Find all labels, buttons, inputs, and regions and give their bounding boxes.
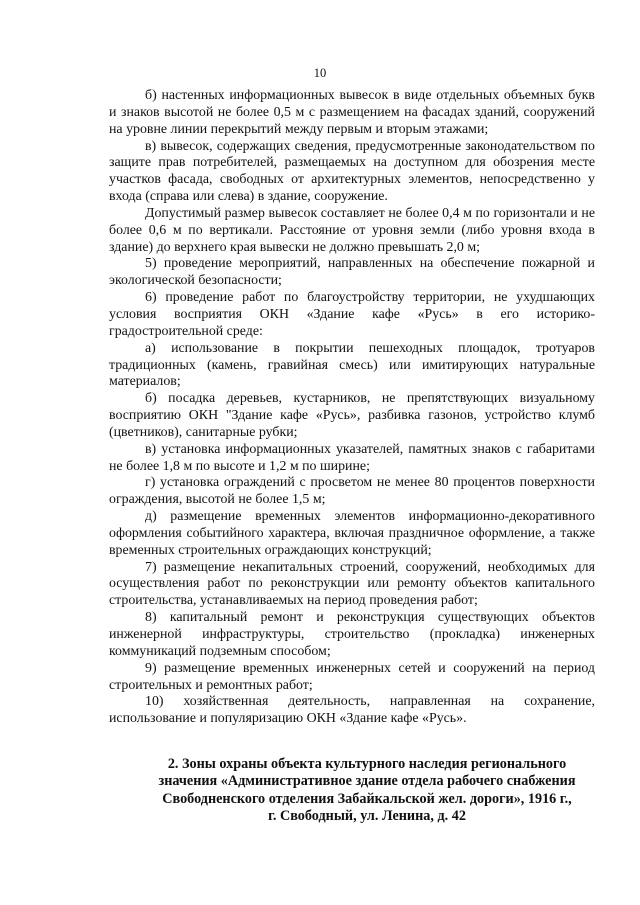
section-heading-line: значения «Административное здание отдела рабочего снабжения <box>158 773 576 790</box>
paragraph-item-9-temporary-networks: 9) размещение временных инженерных сетей и сооружений на период строительных и ремонтных работ; <box>109 660 595 693</box>
paragraph-item-6g-fences: г) установка ограждений с просветом не менее 80 процентов поверхности ограждения, высотой не более 1,5 м; <box>109 475 595 508</box>
paragraph-item-6a-paving: а) использование в покрытии пешеходных площадок, тротуаров традиционных (камень, гравийная смесь) или имитирующих натуральные материалов; <box>109 340 595 390</box>
section-heading-line: г. Свободный, ул. Ленина, д. 42 <box>268 807 466 824</box>
document-body <box>109 88 595 825</box>
paragraph-item-6-landscaping: 6) проведение работ по благоустройству территории, не ухудшающих условия восприятия ОКН «Здание кафе «Русь» в его историко-градостроительной среде: <box>109 290 595 339</box>
paragraph-item-5-fire-safety: 5) проведение мероприятий, направленных на обеспечение пожарной и экологической безопасности; <box>109 256 595 289</box>
paragraph-item-6v-info-signs: в) установка информационных указателей, памятных знаков с габаритами не более 1,8 м по высоте и 1,2 м по ширине; <box>109 441 595 474</box>
paragraph-item-10-economic-activity: 10) хозяйственная деятельность, направленная на сохранение, использование и популяризацию ОКН «Здание кафе «Русь». <box>109 694 595 727</box>
paragraph-item-6d-temporary-decor: д) размещение временных элементов информационно-декоративного оформления событийного характера, включая праздничное оформление, а также временных строительных ограждающих конструкций; <box>109 509 595 558</box>
paragraph-item-8-engineering-repair: 8) капитальный ремонт и реконструкция существующих объектов инженерной инфраструктуры, строительство (прокладка) инженерных коммуникаций подземным способом; <box>109 610 595 659</box>
paragraph-item-7-temporary-structures: 7) размещение некапитальных строений, сооружений, необходимых для осуществления работ по реконструкции или ремонту объектов капитального строительства, устанавливаемых на период проведения работ; <box>109 559 595 609</box>
paragraph-item-6b-planting: б) посадка деревьев, кустарников, не препятствующих визуальному восприятию ОКН "Здание кафе «Русь», разбивка газонов, устройство клумб (цветников), санитарные рубки; <box>109 391 595 440</box>
paragraph-signs-consumer-info: в) вывесок, содержащих сведения, предусмотренные законодательством по защите прав потребителей, размещаемых на доступном для обозрения месте участков фасада, свободных от архитектурных элементов, непосредственно у входа (справа или слева) в здание, сооружение. <box>109 138 595 205</box>
paragraph-sign-size-limits: Допустимый размер вывесок составляет не более 0,4 м по горизонтали и не более 0,6 м по вертикали. Расстояние от уровня земли (либо уровня входа в здание) до верхнего края вывески не должно превышать 2,0 м; <box>109 205 595 255</box>
section-heading <box>109 756 595 825</box>
section-heading-line: Свободненского отделения Забайкальской жел. дороги», 1916 г., <box>162 790 572 807</box>
paragraph-signs-volumetric-letters: б) настенных информационных вывесок в виде отдельных объемных букв и знаков высотой не более 0,5 м с размещением на фасадах зданий, сооружений на уровне линии перекрытий между первым и вторым этажами; <box>109 88 595 137</box>
page-number: 10 <box>313 66 327 80</box>
section-heading-line: 2. Зоны охраны объекта культурного наследия регионального <box>167 756 567 773</box>
